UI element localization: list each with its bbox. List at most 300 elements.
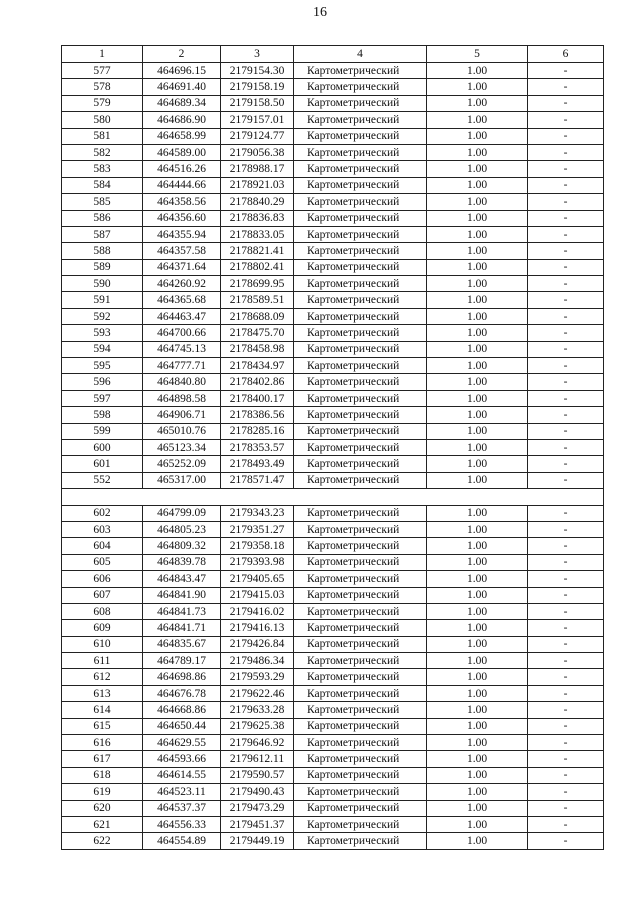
- point-number-cell: 598: [62, 407, 143, 423]
- method-cell: Картометрический: [294, 144, 427, 160]
- table-row: [62, 407, 604, 423]
- method-cell: Картометрический: [294, 800, 427, 816]
- point-number-cell: 577: [62, 63, 143, 79]
- table-row: [62, 358, 604, 374]
- point-number-cell: 581: [62, 128, 143, 144]
- page-number: 16: [313, 5, 327, 20]
- description-cell: -: [528, 407, 604, 423]
- table-row: [62, 554, 604, 570]
- point-number-cell: 552: [62, 472, 143, 488]
- accuracy-cell: 1.00: [427, 784, 528, 800]
- column-header-method: 4: [294, 46, 427, 63]
- point-number-cell: 599: [62, 423, 143, 439]
- x-coordinate-cell: 464556.33: [143, 816, 221, 832]
- y-coordinate-cell: 2179449.19: [221, 833, 294, 849]
- y-coordinate-cell: 2178589.51: [221, 292, 294, 308]
- point-number-cell: 622: [62, 833, 143, 849]
- accuracy-cell: 1.00: [427, 653, 528, 669]
- table-row: [62, 702, 604, 718]
- y-coordinate-cell: 2179358.18: [221, 538, 294, 554]
- point-number-cell: 594: [62, 341, 143, 357]
- description-cell: -: [528, 128, 604, 144]
- method-cell: Картометрический: [294, 505, 427, 521]
- table-row: [62, 161, 604, 177]
- x-coordinate-cell: 464841.90: [143, 587, 221, 603]
- description-cell: -: [528, 243, 604, 259]
- y-coordinate-cell: 2179158.50: [221, 95, 294, 111]
- point-number-cell: 601: [62, 456, 143, 472]
- y-coordinate-cell: 2179158.19: [221, 79, 294, 95]
- table-row: [62, 292, 604, 308]
- x-coordinate-cell: 464835.67: [143, 636, 221, 652]
- method-cell: Картометрический: [294, 194, 427, 210]
- table-row: [62, 718, 604, 734]
- y-coordinate-cell: 2179351.27: [221, 521, 294, 537]
- accuracy-cell: 1.00: [427, 210, 528, 226]
- table-row: [62, 505, 604, 521]
- method-cell: Картометрический: [294, 751, 427, 767]
- table-row: [62, 112, 604, 128]
- x-coordinate-cell: 464537.37: [143, 800, 221, 816]
- method-cell: Картометрический: [294, 325, 427, 341]
- point-number-cell: 595: [62, 358, 143, 374]
- point-number-cell: 593: [62, 325, 143, 341]
- table-row: [62, 669, 604, 685]
- method-cell: Картометрический: [294, 358, 427, 374]
- x-coordinate-cell: 464689.34: [143, 95, 221, 111]
- description-cell: -: [528, 603, 604, 619]
- description-cell: -: [528, 521, 604, 537]
- description-cell: -: [528, 161, 604, 177]
- y-coordinate-cell: 2179416.02: [221, 603, 294, 619]
- description-cell: -: [528, 439, 604, 455]
- accuracy-cell: 1.00: [427, 800, 528, 816]
- x-coordinate-cell: 464516.26: [143, 161, 221, 177]
- x-coordinate-cell: 465010.76: [143, 423, 221, 439]
- y-coordinate-cell: 2179124.77: [221, 128, 294, 144]
- y-coordinate-cell: 2179056.38: [221, 144, 294, 160]
- accuracy-cell: 1.00: [427, 161, 528, 177]
- accuracy-cell: 1.00: [427, 308, 528, 324]
- table-row: [62, 325, 604, 341]
- table-row: [62, 685, 604, 701]
- y-coordinate-cell: 2179625.38: [221, 718, 294, 734]
- description-cell: -: [528, 341, 604, 357]
- point-number-cell: 600: [62, 439, 143, 455]
- method-cell: Картометрический: [294, 685, 427, 701]
- table-row: [62, 538, 604, 554]
- accuracy-cell: 1.00: [427, 505, 528, 521]
- method-cell: Картометрический: [294, 833, 427, 849]
- accuracy-cell: 1.00: [427, 587, 528, 603]
- method-cell: Картометрический: [294, 538, 427, 554]
- description-cell: -: [528, 685, 604, 701]
- y-coordinate-cell: 2179405.65: [221, 571, 294, 587]
- table-row: [62, 226, 604, 242]
- y-coordinate-cell: 2179157.01: [221, 112, 294, 128]
- y-coordinate-cell: 2178353.57: [221, 439, 294, 455]
- column-header-y: 3: [221, 46, 294, 63]
- description-cell: -: [528, 144, 604, 160]
- table-row: [62, 587, 604, 603]
- point-number-cell: 603: [62, 521, 143, 537]
- x-coordinate-cell: 464365.68: [143, 292, 221, 308]
- x-coordinate-cell: 464629.55: [143, 735, 221, 751]
- y-coordinate-cell: 2179490.43: [221, 784, 294, 800]
- method-cell: Картометрический: [294, 210, 427, 226]
- accuracy-cell: 1.00: [427, 554, 528, 570]
- accuracy-cell: 1.00: [427, 374, 528, 390]
- table-row: [62, 603, 604, 619]
- method-cell: Картометрический: [294, 292, 427, 308]
- method-cell: Картометрический: [294, 653, 427, 669]
- point-number-cell: 597: [62, 390, 143, 406]
- point-number-cell: 584: [62, 177, 143, 193]
- method-cell: Картометрический: [294, 735, 427, 751]
- x-coordinate-cell: 464668.86: [143, 702, 221, 718]
- x-coordinate-cell: 464686.90: [143, 112, 221, 128]
- table-row: [62, 341, 604, 357]
- method-cell: Картометрический: [294, 407, 427, 423]
- accuracy-cell: 1.00: [427, 816, 528, 832]
- accuracy-cell: 1.00: [427, 407, 528, 423]
- description-cell: -: [528, 259, 604, 275]
- accuracy-cell: 1.00: [427, 390, 528, 406]
- method-cell: Картометрический: [294, 439, 427, 455]
- accuracy-cell: 1.00: [427, 276, 528, 292]
- method-cell: Картометрический: [294, 276, 427, 292]
- point-number-cell: 583: [62, 161, 143, 177]
- accuracy-cell: 1.00: [427, 751, 528, 767]
- description-cell: -: [528, 456, 604, 472]
- accuracy-cell: 1.00: [427, 95, 528, 111]
- description-cell: -: [528, 653, 604, 669]
- description-cell: -: [528, 95, 604, 111]
- accuracy-cell: 1.00: [427, 292, 528, 308]
- y-coordinate-cell: 2178475.70: [221, 325, 294, 341]
- description-cell: -: [528, 177, 604, 193]
- method-cell: Картометрический: [294, 554, 427, 570]
- table-row: [62, 423, 604, 439]
- point-number-cell: 588: [62, 243, 143, 259]
- description-cell: -: [528, 292, 604, 308]
- accuracy-cell: 1.00: [427, 833, 528, 849]
- accuracy-cell: 1.00: [427, 341, 528, 357]
- description-cell: -: [528, 194, 604, 210]
- y-coordinate-cell: 2178836.83: [221, 210, 294, 226]
- y-coordinate-cell: 2178400.17: [221, 390, 294, 406]
- point-number-cell: 608: [62, 603, 143, 619]
- table-row: [62, 439, 604, 455]
- point-number-cell: 610: [62, 636, 143, 652]
- description-cell: -: [528, 718, 604, 734]
- method-cell: Картометрический: [294, 702, 427, 718]
- description-cell: -: [528, 112, 604, 128]
- x-coordinate-cell: 464357.58: [143, 243, 221, 259]
- y-coordinate-cell: 2179415.03: [221, 587, 294, 603]
- y-coordinate-cell: 2179473.29: [221, 800, 294, 816]
- x-coordinate-cell: 464676.78: [143, 685, 221, 701]
- y-coordinate-cell: 2178458.98: [221, 341, 294, 357]
- y-coordinate-cell: 2179593.29: [221, 669, 294, 685]
- y-coordinate-cell: 2178840.29: [221, 194, 294, 210]
- accuracy-cell: 1.00: [427, 472, 528, 488]
- description-cell: -: [528, 325, 604, 341]
- x-coordinate-cell: 464898.58: [143, 390, 221, 406]
- table-row: [62, 79, 604, 95]
- method-cell: Картометрический: [294, 423, 427, 439]
- x-coordinate-cell: 464371.64: [143, 259, 221, 275]
- point-number-cell: 590: [62, 276, 143, 292]
- y-coordinate-cell: 2179343.23: [221, 505, 294, 521]
- x-coordinate-cell: 464840.80: [143, 374, 221, 390]
- accuracy-cell: 1.00: [427, 669, 528, 685]
- table-row: [62, 390, 604, 406]
- method-cell: Картометрический: [294, 636, 427, 652]
- y-coordinate-cell: 2179622.46: [221, 685, 294, 701]
- point-number-cell: 609: [62, 620, 143, 636]
- table-row: [62, 374, 604, 390]
- accuracy-cell: 1.00: [427, 325, 528, 341]
- description-cell: -: [528, 587, 604, 603]
- description-cell: -: [528, 226, 604, 242]
- x-coordinate-cell: 464358.56: [143, 194, 221, 210]
- x-coordinate-cell: 464789.17: [143, 653, 221, 669]
- x-coordinate-cell: 464906.71: [143, 407, 221, 423]
- y-coordinate-cell: 2179416.13: [221, 620, 294, 636]
- x-coordinate-cell: 464554.89: [143, 833, 221, 849]
- description-cell: -: [528, 210, 604, 226]
- table-row: [62, 472, 604, 488]
- y-coordinate-cell: 2178434.97: [221, 358, 294, 374]
- point-number-cell: 587: [62, 226, 143, 242]
- accuracy-cell: 1.00: [427, 702, 528, 718]
- accuracy-cell: 1.00: [427, 194, 528, 210]
- table-row: [62, 751, 604, 767]
- accuracy-cell: 1.00: [427, 603, 528, 619]
- description-cell: -: [528, 554, 604, 570]
- point-number-cell: 578: [62, 79, 143, 95]
- x-coordinate-cell: 464463.47: [143, 308, 221, 324]
- x-coordinate-cell: 464691.40: [143, 79, 221, 95]
- x-coordinate-cell: 464698.86: [143, 669, 221, 685]
- y-coordinate-cell: 2179633.28: [221, 702, 294, 718]
- table-row: [62, 735, 604, 751]
- method-cell: Картометрический: [294, 177, 427, 193]
- x-coordinate-cell: 464799.09: [143, 505, 221, 521]
- accuracy-cell: 1.00: [427, 423, 528, 439]
- x-coordinate-cell: 464523.11: [143, 784, 221, 800]
- method-cell: Картометрический: [294, 79, 427, 95]
- table-row: [62, 456, 604, 472]
- y-coordinate-cell: 2178988.17: [221, 161, 294, 177]
- y-coordinate-cell: 2178802.41: [221, 259, 294, 275]
- accuracy-cell: 1.00: [427, 521, 528, 537]
- method-cell: Картометрический: [294, 521, 427, 537]
- x-coordinate-cell: 464805.23: [143, 521, 221, 537]
- method-cell: Картометрический: [294, 816, 427, 832]
- column-header-description: 6: [528, 46, 604, 63]
- table-row: [62, 767, 604, 783]
- description-cell: -: [528, 816, 604, 832]
- method-cell: Картометрический: [294, 128, 427, 144]
- method-cell: Картометрический: [294, 456, 427, 472]
- point-number-cell: 614: [62, 702, 143, 718]
- table-row: [62, 177, 604, 193]
- table-body: [62, 63, 604, 850]
- accuracy-cell: 1.00: [427, 63, 528, 79]
- x-coordinate-cell: 464593.66: [143, 751, 221, 767]
- y-coordinate-cell: 2178571.47: [221, 472, 294, 488]
- point-number-cell: 618: [62, 767, 143, 783]
- y-coordinate-cell: 2179426.84: [221, 636, 294, 652]
- y-coordinate-cell: 2179612.11: [221, 751, 294, 767]
- y-coordinate-cell: 2179646.92: [221, 735, 294, 751]
- method-cell: Картометрический: [294, 603, 427, 619]
- y-coordinate-cell: 2178688.09: [221, 308, 294, 324]
- y-coordinate-cell: 2178821.41: [221, 243, 294, 259]
- method-cell: Картометрический: [294, 374, 427, 390]
- separator-cell: [62, 489, 604, 505]
- accuracy-cell: 1.00: [427, 112, 528, 128]
- method-cell: Картометрический: [294, 571, 427, 587]
- point-number-cell: 596: [62, 374, 143, 390]
- accuracy-cell: 1.00: [427, 243, 528, 259]
- x-coordinate-cell: 464444.66: [143, 177, 221, 193]
- description-cell: -: [528, 390, 604, 406]
- method-cell: Картометрический: [294, 784, 427, 800]
- accuracy-cell: 1.00: [427, 718, 528, 734]
- point-number-cell: 589: [62, 259, 143, 275]
- point-number-cell: 579: [62, 95, 143, 111]
- accuracy-cell: 1.00: [427, 144, 528, 160]
- table-row: [62, 128, 604, 144]
- accuracy-cell: 1.00: [427, 685, 528, 701]
- table-row: [62, 63, 604, 79]
- y-coordinate-cell: 2178386.56: [221, 407, 294, 423]
- accuracy-cell: 1.00: [427, 767, 528, 783]
- point-number-cell: 611: [62, 653, 143, 669]
- method-cell: Картометрический: [294, 718, 427, 734]
- table-row: [62, 620, 604, 636]
- point-number-cell: 580: [62, 112, 143, 128]
- accuracy-cell: 1.00: [427, 636, 528, 652]
- point-number-cell: 616: [62, 735, 143, 751]
- method-cell: Картометрический: [294, 161, 427, 177]
- method-cell: Картометрический: [294, 95, 427, 111]
- table-row: [62, 784, 604, 800]
- x-coordinate-cell: 464841.73: [143, 603, 221, 619]
- coordinates-table: [61, 45, 604, 850]
- table-row: [62, 194, 604, 210]
- method-cell: Картометрический: [294, 587, 427, 603]
- x-coordinate-cell: 464809.32: [143, 538, 221, 554]
- table-row: [62, 308, 604, 324]
- table-row: [62, 259, 604, 275]
- table-row: [62, 816, 604, 832]
- table-row: [62, 800, 604, 816]
- contour-separator-row: [62, 489, 604, 505]
- accuracy-cell: 1.00: [427, 456, 528, 472]
- method-cell: Картометрический: [294, 341, 427, 357]
- method-cell: Картометрический: [294, 390, 427, 406]
- method-cell: Картометрический: [294, 472, 427, 488]
- x-coordinate-cell: 464843.47: [143, 571, 221, 587]
- description-cell: -: [528, 833, 604, 849]
- table-row: [62, 521, 604, 537]
- description-cell: -: [528, 472, 604, 488]
- x-coordinate-cell: 465317.00: [143, 472, 221, 488]
- y-coordinate-cell: 2179590.57: [221, 767, 294, 783]
- accuracy-cell: 1.00: [427, 79, 528, 95]
- x-coordinate-cell: 464841.71: [143, 620, 221, 636]
- table-row: [62, 276, 604, 292]
- description-cell: -: [528, 784, 604, 800]
- method-cell: Картометрический: [294, 226, 427, 242]
- accuracy-cell: 1.00: [427, 259, 528, 275]
- column-header-x: 2: [143, 46, 221, 63]
- table-row: [62, 833, 604, 849]
- method-cell: Картометрический: [294, 620, 427, 636]
- description-cell: -: [528, 79, 604, 95]
- point-number-cell: 607: [62, 587, 143, 603]
- point-number-cell: 621: [62, 816, 143, 832]
- description-cell: -: [528, 767, 604, 783]
- x-coordinate-cell: 464700.66: [143, 325, 221, 341]
- y-coordinate-cell: 2179486.34: [221, 653, 294, 669]
- accuracy-cell: 1.00: [427, 620, 528, 636]
- description-cell: -: [528, 636, 604, 652]
- description-cell: -: [528, 620, 604, 636]
- x-coordinate-cell: 465123.34: [143, 439, 221, 455]
- description-cell: -: [528, 571, 604, 587]
- table-row: [62, 653, 604, 669]
- description-cell: -: [528, 751, 604, 767]
- y-coordinate-cell: 2178833.05: [221, 226, 294, 242]
- point-number-cell: 591: [62, 292, 143, 308]
- y-coordinate-cell: 2179393.98: [221, 554, 294, 570]
- accuracy-cell: 1.00: [427, 358, 528, 374]
- point-number-cell: 592: [62, 308, 143, 324]
- point-number-cell: 612: [62, 669, 143, 685]
- column-header-accuracy: 5: [427, 46, 528, 63]
- point-number-cell: 613: [62, 685, 143, 701]
- y-coordinate-cell: 2179451.37: [221, 816, 294, 832]
- description-cell: -: [528, 800, 604, 816]
- x-coordinate-cell: 464614.55: [143, 767, 221, 783]
- y-coordinate-cell: 2178285.16: [221, 423, 294, 439]
- table-row: [62, 210, 604, 226]
- point-number-cell: 605: [62, 554, 143, 570]
- description-cell: -: [528, 358, 604, 374]
- x-coordinate-cell: 464589.00: [143, 144, 221, 160]
- x-coordinate-cell: 465252.09: [143, 456, 221, 472]
- description-cell: -: [528, 669, 604, 685]
- x-coordinate-cell: 464355.94: [143, 226, 221, 242]
- x-coordinate-cell: 464839.78: [143, 554, 221, 570]
- point-number-cell: 615: [62, 718, 143, 734]
- method-cell: Картометрический: [294, 669, 427, 685]
- description-cell: -: [528, 308, 604, 324]
- y-coordinate-cell: 2179154.30: [221, 63, 294, 79]
- column-header-point: 1: [62, 46, 143, 63]
- y-coordinate-cell: 2178402.86: [221, 374, 294, 390]
- table-header-row: [62, 46, 604, 63]
- point-number-cell: 602: [62, 505, 143, 521]
- x-coordinate-cell: 464260.92: [143, 276, 221, 292]
- description-cell: -: [528, 505, 604, 521]
- accuracy-cell: 1.00: [427, 226, 528, 242]
